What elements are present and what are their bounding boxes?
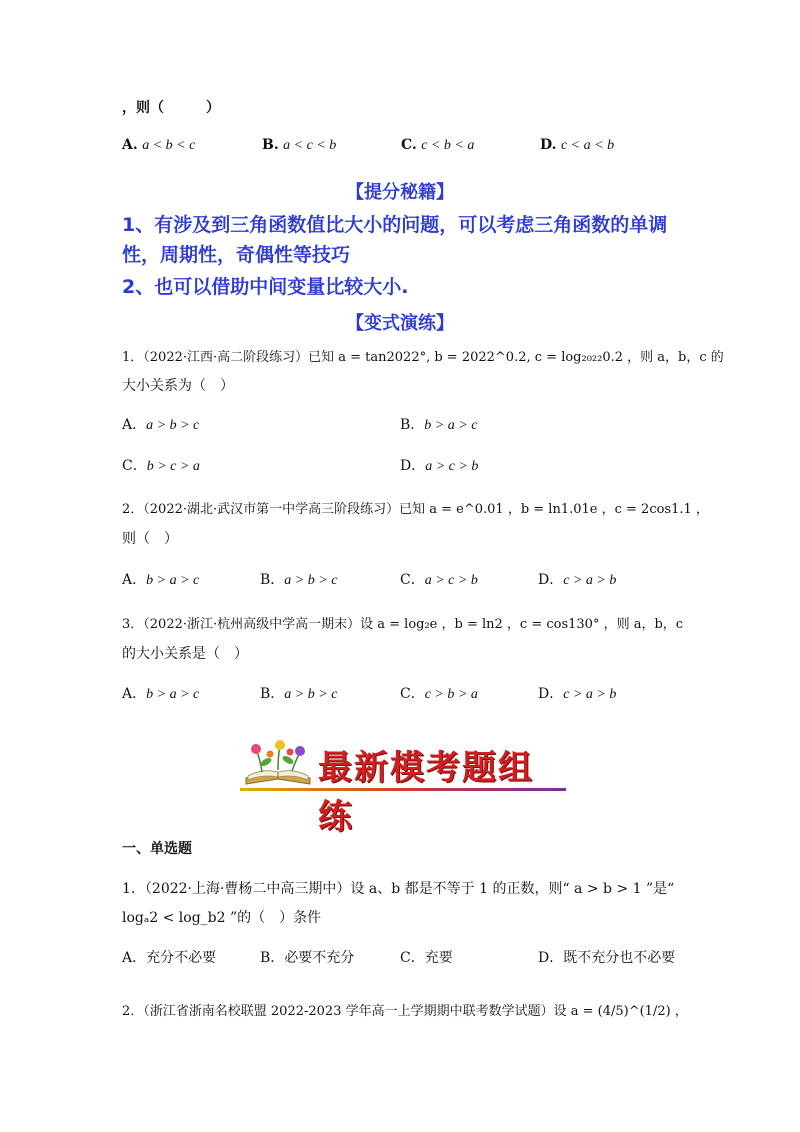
option-a <box>122 137 195 154</box>
option-text: c > a > b <box>563 573 617 588</box>
variant-q2-option-b <box>260 569 337 589</box>
variant-q2-line-2: 则（ ） <box>122 531 178 547</box>
variant-q1-option-b <box>400 414 477 434</box>
tips-line-1: 1、有涉及到三角函数值比大小的问题，可以考虑三角函数的单调 <box>122 214 668 236</box>
section-q1-option-a <box>122 947 216 967</box>
option-text: b > c > a <box>146 459 200 474</box>
option-label: D． <box>538 572 564 588</box>
option-label: A． <box>122 950 147 966</box>
option-label: D． <box>538 950 564 966</box>
option-label: B． <box>400 417 425 433</box>
variant-q3-option-a <box>122 683 199 703</box>
section-q1-option-c <box>400 947 453 967</box>
section-banner <box>240 738 566 837</box>
option-label: B． <box>260 950 285 966</box>
variant-q1-option-a <box>122 414 199 434</box>
tips-title: 【提分秘籍】 <box>346 182 454 203</box>
option-label: D． <box>538 686 564 702</box>
section-heading: 一、单选题 <box>122 841 192 857</box>
variants-title: 【变式演练】 <box>346 313 454 334</box>
section-q1-line-1: 1．（2022·上海·曹杨二中高三期中）设 a、b 都是不等于 1 的正数，则“ a > b > 1 ”是“ <box>122 881 675 897</box>
option-label: D． <box>400 458 426 474</box>
option-text: c < b < a <box>421 138 475 153</box>
variant-q1-option-c <box>122 455 200 475</box>
option-text: a > b > c <box>146 418 200 433</box>
option-text: c > a > b <box>563 687 617 702</box>
option-text: a < b < c <box>142 138 196 153</box>
option-label: A． <box>122 417 147 433</box>
option-text: a > b > c <box>284 687 338 702</box>
variant-q2-option-d <box>538 569 616 589</box>
option-text: c > b > a <box>424 687 478 702</box>
option-text: a > c > b <box>424 573 478 588</box>
option-label: B． <box>260 572 285 588</box>
option-text: b > a > c <box>146 687 200 702</box>
option-label: A. <box>122 137 138 153</box>
tips-line-2: 性，周期性，奇偶性等技巧 <box>122 244 351 266</box>
variant-q3-option-c <box>400 683 478 703</box>
option-label: C． <box>400 950 425 966</box>
option-label: C． <box>400 686 425 702</box>
option-text: 充要 <box>424 950 453 966</box>
banner-title: 最新模考题组练 <box>318 748 534 837</box>
option-b <box>262 137 336 154</box>
open-book-flowers-icon <box>240 738 316 788</box>
variant-q3-line-2: 的大小关系是（ ） <box>122 646 248 662</box>
option-text: c < a < b <box>560 138 615 153</box>
option-text: a < c < b <box>283 138 337 153</box>
option-label: A． <box>122 572 147 588</box>
option-label: C. <box>401 137 417 153</box>
variant-q2-line-1: 2．（2022·湖北·武汉市第一中学高三阶段练习）已知 a = e^0.01 ，b = ln1.01e ，c = 2cos1.1 ， <box>122 502 709 517</box>
option-text: 必要不充分 <box>284 950 355 966</box>
variant-q1-option-d <box>400 455 478 475</box>
option-text: a > c > b <box>425 459 479 474</box>
option-label: B. <box>262 137 279 153</box>
section-q1-option-b <box>260 947 354 967</box>
option-label: C． <box>400 572 425 588</box>
section-q1-line-2: logₐ2 < log_b2 ”的（ ）条件 <box>122 910 322 926</box>
option-text: 充分不必要 <box>146 950 217 966</box>
option-label: D. <box>540 137 557 153</box>
option-text: b > a > c <box>424 418 478 433</box>
section-q2-line-1: 2．（浙江省浙南名校联盟 2022-2023 学年高一上学期期中联考数学试题）设 a = (4/5)^(1/2) ， <box>122 1004 688 1019</box>
variant-q1-line-2: 大小关系为（ ） <box>122 378 234 394</box>
option-d <box>540 137 614 154</box>
section-q1-option-d <box>538 947 675 967</box>
variant-q1-line-1: 1．（2022·江西·高二阶段练习）已知 a = tan2022°, b = 2022^0.2, c = log₂₀₂₂0.2 ，则 a，b，c 的 <box>122 350 724 365</box>
option-text: 既不充分也不必要 <box>563 950 676 966</box>
option-label: B． <box>260 686 285 702</box>
option-text: a > b > c <box>284 573 338 588</box>
option-c <box>401 137 474 154</box>
question-tail: ，则（ ） <box>122 100 220 116</box>
variant-q3-option-b <box>260 683 337 703</box>
banner-underline <box>240 788 566 791</box>
variant-q3-line-1: 3．（2022·浙江·杭州高级中学高一期末）设 a = log₂e ，b = ln2 ，c = cos130° ，则 a，b，c <box>122 617 684 632</box>
tips-line-3: 2、也可以借助中间变量比较大小. <box>122 276 409 298</box>
variant-q2-option-c <box>400 569 478 589</box>
option-label: C． <box>122 458 147 474</box>
variant-q3-option-d <box>538 683 616 703</box>
option-text: b > a > c <box>146 573 200 588</box>
variant-q2-option-a <box>122 569 199 589</box>
option-label: A． <box>122 686 147 702</box>
